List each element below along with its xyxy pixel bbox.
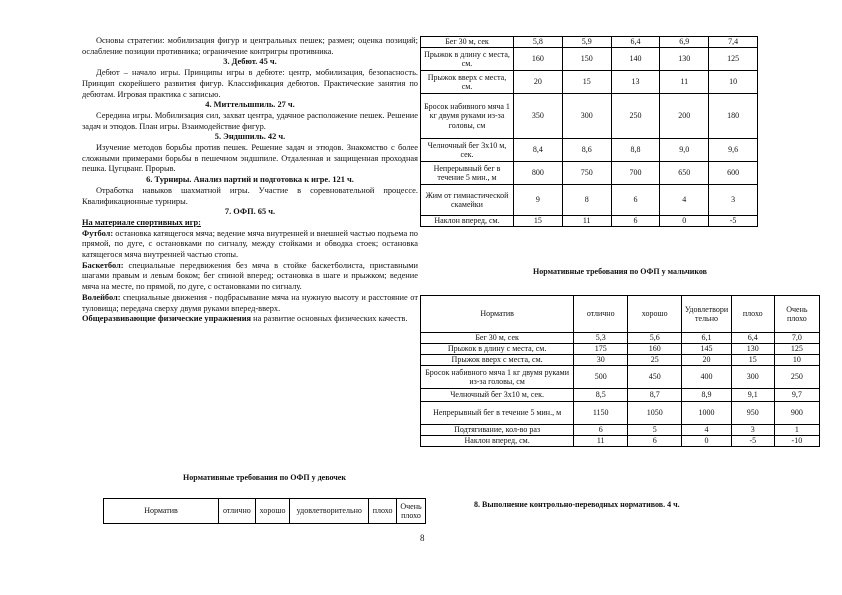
table-row [421,37,758,48]
header-cell: Норматив [421,296,574,333]
norm-value-cell: 6 [611,185,660,216]
norm-value-cell: 900 [774,402,819,425]
table-row [421,162,758,185]
section-6-title: 6. Турниры. Анализ партий и подготовка к игре. 121 ч. [146,175,354,185]
norm-value-cell: 1 [774,425,819,436]
volleyball-paragraph [82,293,418,314]
norm-value-cell: 15 [731,355,774,366]
table-row [421,139,758,162]
norm-value-cell: 13 [611,71,660,94]
norm-value-cell: 20 [682,355,732,366]
norm-value-cell: 800 [514,162,563,185]
girls-norms-table [103,498,426,524]
table-row [421,216,758,227]
boys-norms-body [421,333,820,447]
table-row [421,48,758,71]
header-cell: хорошо [628,296,682,333]
norm-value-cell: 4 [682,425,732,436]
norm-value-cell: 700 [611,162,660,185]
header-cell: отлично [219,499,256,524]
norm-label-cell: Бег 30 м, сек [421,37,514,48]
norm-value-cell: -10 [774,436,819,447]
strategy-paragraph: Основы стратегии: мобилизация фигур и центральных пешек; размен; оценка позиций; ослабление позиции противника; ограничение контригры противника. [82,36,418,56]
norm-value-cell: 4 [660,185,709,216]
norm-value-cell: 1150 [574,402,628,425]
section-3-title: 3. Дебют. 45 ч. [223,57,277,67]
norm-value-cell: 5,3 [574,333,628,344]
norm-value-cell: 10 [709,71,758,94]
norm-label-cell: Бросок набивного мяча 1 кг двумя руками из-за головы, см [421,366,574,389]
norm-value-cell: 150 [562,48,611,71]
norm-value-cell: 3 [709,185,758,216]
norm-value-cell: 250 [611,94,660,139]
header-cell: плохо [369,499,397,524]
section-4-title: 4. Миттельшпиль. 27 ч. [205,100,295,110]
norm-value-cell: 11 [574,436,628,447]
norm-value-cell: 300 [731,366,774,389]
football-text: остановка катящегося мяча; ведение мяча внутренней и внешней частью подъема по прямой, по дуге, с остановками по сигналу, между стойками и обводка стоек; остановка катящегося мяча внутренней частью стопы. [82,228,418,260]
norm-value-cell: 350 [514,94,563,139]
norm-label-cell: Наклон вперед, см. [421,216,514,227]
norm-value-cell: -5 [731,436,774,447]
header-cell: отлично [574,296,628,333]
norm-value-cell: 6,1 [682,333,732,344]
norm-value-cell: 7,4 [709,37,758,48]
table-row [421,94,758,139]
norm-value-cell: 0 [660,216,709,227]
norm-label-cell: Прыжок вверх с места, см. [421,71,514,94]
norm-value-cell: 145 [682,344,732,355]
norm-value-cell: 1050 [628,402,682,425]
norm-value-cell: 3 [731,425,774,436]
football-label: Футбол: [82,228,114,238]
general-exercises-label: Общеразвивающие физические упражнения [82,314,252,324]
norm-value-cell: 6 [628,436,682,447]
norm-value-cell: 950 [731,402,774,425]
basketball-paragraph [82,261,418,293]
norm-value-cell: 30 [574,355,628,366]
norm-label-cell: Прыжок вверх с места, см. [421,355,574,366]
norm-value-cell: 160 [628,344,682,355]
norm-label-cell: Наклон вперед, см. [421,436,574,447]
basketball-text: специальные передвижения без мяча в стойке баскетболиста, приставными шагами правым и левым боком; бег спиной вперед; остановка в шаге и прыжком; ведение мяча на месте, по прямой, по дуге, с остановками по сигналу. [82,260,418,292]
norm-value-cell: 10 [774,355,819,366]
norm-value-cell: 8,9 [682,389,732,402]
left-column [82,36,418,325]
header-cell: хорошо [255,499,290,524]
norm-label-cell: Жим от гимнастической скамейки [421,185,514,216]
norm-value-cell: 0 [682,436,732,447]
continuation-norms-body [421,37,758,227]
norm-label-cell: Прыжок в длину с места, см. [421,344,574,355]
norm-value-cell: 5,6 [628,333,682,344]
norm-value-cell: 450 [628,366,682,389]
norm-value-cell: 200 [660,94,709,139]
boys-table-header-row [421,296,820,333]
page-number: 8 [420,533,425,543]
norm-value-cell: 11 [660,71,709,94]
norm-value-cell: 400 [682,366,732,389]
section-8-title: 8. Выполнение контрольно-переводных нормативов. 4 ч. [474,500,680,509]
norm-label-cell: Челночный бег 3х10 м, сек. [421,139,514,162]
norm-value-cell: 8,4 [514,139,563,162]
table-row [421,436,820,447]
norm-value-cell: 8,8 [611,139,660,162]
norm-value-cell: 130 [731,344,774,355]
table-row [421,366,820,389]
norm-value-cell: 9,6 [709,139,758,162]
table-row [421,402,820,425]
section-5-title: 5. Эндшпиль. 42 ч. [214,132,286,142]
norm-value-cell: 750 [562,162,611,185]
table-row [421,344,820,355]
norm-value-cell: 650 [660,162,709,185]
basketball-label: Баскетбол: [82,260,124,270]
norm-value-cell: 15 [562,71,611,94]
table-row [421,185,758,216]
norm-label-cell: Челночный бег 3х10 м, сек. [421,389,574,402]
norm-value-cell: 6,4 [611,37,660,48]
header-cell: Удовлетворительно [682,296,732,333]
section-4-text: Середина игры. Мобилизация сил, захват центра, удачное расположение пешек. Решение задач и этюдов. План игры. Взаимодействие фигур. [82,110,418,131]
norm-value-cell: 8,7 [628,389,682,402]
norm-value-cell: 140 [611,48,660,71]
table-row [421,425,820,436]
norm-value-cell: 125 [774,344,819,355]
norm-value-cell: 20 [514,71,563,94]
norm-value-cell: 9 [514,185,563,216]
section-7-title: 7. ОФП. 65 ч. [224,207,276,217]
general-exercises-text: на развитие основных физических качеств. [251,314,408,324]
volleyball-text: специальные движения - подбрасывание мяча на нужную высоту и расстояние от туловища; передача сверху двумя руками вперед-вверх. [82,292,418,313]
header-cell: Норматив [104,499,219,524]
norm-label-cell: Подтягивание, кол-во раз [421,425,574,436]
section-6-text: Отработка навыков шахматной игры. Участие в соревновательной процессе. Квалификационные турниры. [82,185,418,206]
norm-value-cell: 180 [709,94,758,139]
norm-value-cell: 9,0 [660,139,709,162]
norm-label-cell: Бросок набивного мяча 1 кг двумя руками из-за головы, см [421,94,514,139]
volleyball-label: Волейбол: [82,292,121,302]
norm-value-cell: 5 [628,425,682,436]
norm-value-cell: 500 [574,366,628,389]
norm-value-cell: 130 [660,48,709,71]
table-row [421,389,820,402]
header-cell: Очень плохо [397,499,426,524]
norm-value-cell: 8,6 [562,139,611,162]
norm-value-cell: 1000 [682,402,732,425]
norm-value-cell: 300 [562,94,611,139]
continuation-norms-table [420,36,758,227]
norm-value-cell: -5 [709,216,758,227]
norm-value-cell: 5,9 [562,37,611,48]
table-row [421,333,820,344]
boys-table-caption: Нормативные требования по ОФП у мальчиков [533,267,707,276]
boys-norms-table [420,295,820,447]
norm-value-cell: 125 [709,48,758,71]
table-row [421,71,758,94]
norm-value-cell: 15 [514,216,563,227]
section-3-text: Дебют – начало игры. Принципы игры в дебюте: центр, мобилизация, безопасность. Принцип скорейшего развития фигур. Классификация дебютов. Практические занятия по дебютам. Игровая практика с записью. [82,68,418,99]
girls-table-caption: Нормативные требования по ОФП у девочек [183,473,346,482]
norm-value-cell: 25 [628,355,682,366]
header-cell: плохо [731,296,774,333]
header-cell: Очень плохо [774,296,819,333]
norm-value-cell: 175 [574,344,628,355]
norm-value-cell: 9,1 [731,389,774,402]
norm-value-cell: 7,0 [774,333,819,344]
section-5-text: Изучение методов борьбы против пешек. Решение задач и этюдов. Знакомство с более сложными примерами борьбы в пешечном эндшпиле. Отдаленная и защищенная проходная пешка. Цугцванг. Прорыв. [82,143,418,174]
table-row [421,355,820,366]
norm-value-cell: 6,9 [660,37,709,48]
norm-value-cell: 11 [562,216,611,227]
norm-value-cell: 8,5 [574,389,628,402]
norm-value-cell: 6 [574,425,628,436]
girls-table-header-row [104,499,426,524]
norm-value-cell: 5,8 [514,37,563,48]
norm-value-cell: 6 [611,216,660,227]
norm-label-cell: Непрерывный бег в течение 5 мин., м [421,402,574,425]
norm-label-cell: Прыжок в длину с места, см. [421,48,514,71]
norm-value-cell: 8 [562,185,611,216]
norm-value-cell: 9,7 [774,389,819,402]
norm-label-cell: Непрерывный бег в течение 5 мин., м [421,162,514,185]
header-cell: удовлетворительно [290,499,369,524]
norm-value-cell: 160 [514,48,563,71]
norm-value-cell: 250 [774,366,819,389]
football-paragraph [82,229,418,261]
norm-value-cell: 6,4 [731,333,774,344]
sports-heading: На материале спортивных игр: [82,217,201,227]
general-exercises-paragraph [82,314,418,325]
norm-value-cell: 600 [709,162,758,185]
norm-label-cell: Бег 30 м, сек [421,333,574,344]
